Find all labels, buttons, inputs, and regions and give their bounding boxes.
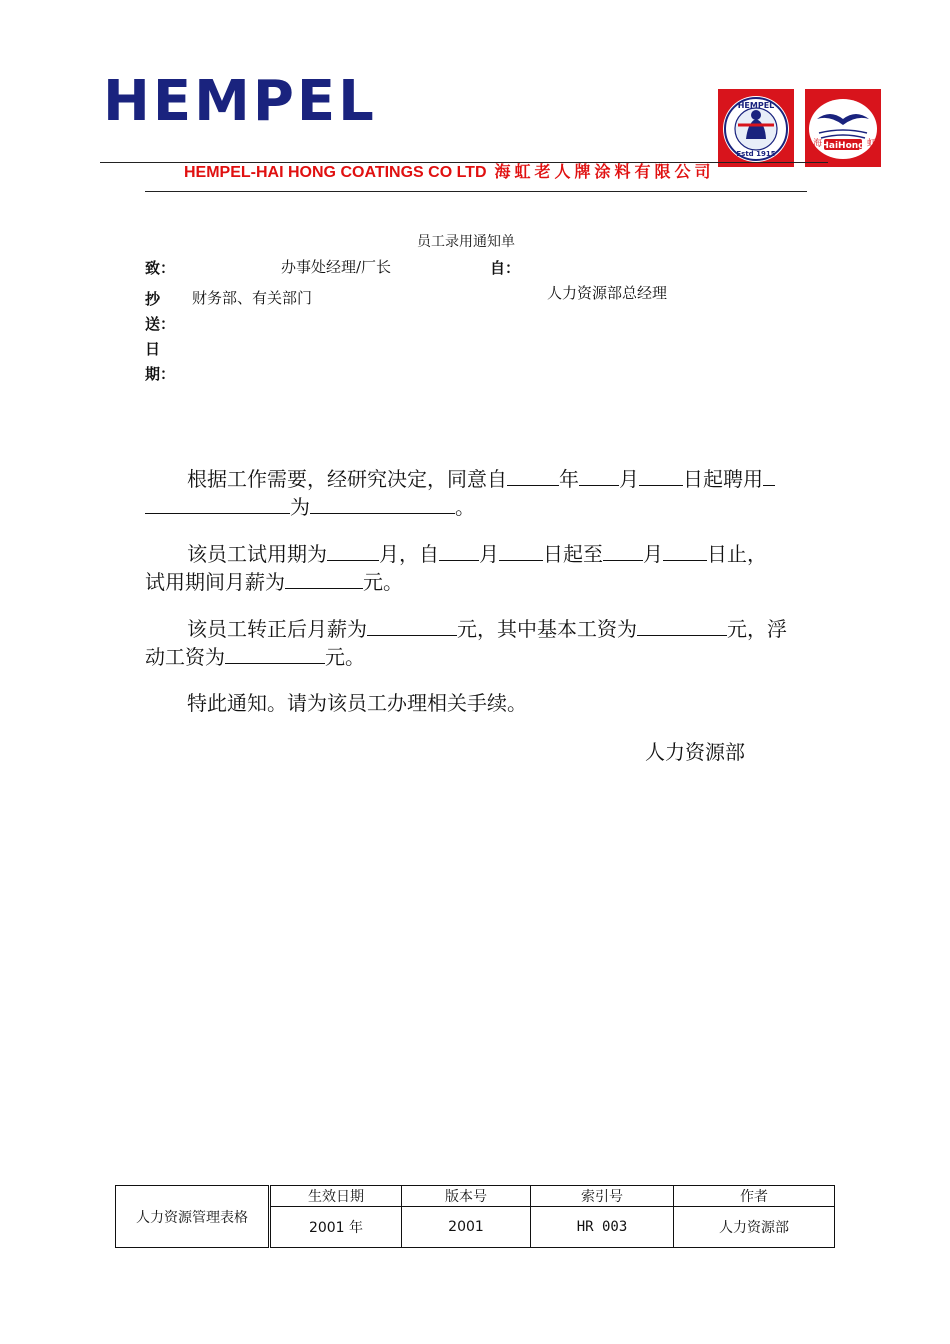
form-info-table <box>115 1185 835 1248</box>
author-value: 人力资源部 <box>674 1207 835 1248</box>
p2-text-b: 月，自 <box>379 542 439 566</box>
document-title: 员工录用通知单 <box>417 234 515 250</box>
effective-date-value: 2001 年 <box>270 1207 402 1248</box>
probation-start-month-blank <box>439 540 479 561</box>
company-name-english: HEMPEL-HAI HONG COATINGS CO LTD <box>184 164 487 181</box>
p4-text: 特此通知。请为该员工办理相关手续。 <box>187 691 527 715</box>
p3-text-c: 元，浮 <box>727 617 787 641</box>
company-name-chinese: 海虹老人牌涂料有限公司 <box>494 164 715 181</box>
index-value: HR 003 <box>531 1207 674 1248</box>
regular-salary-blank <box>367 615 457 636</box>
paragraph-notice <box>145 690 845 717</box>
probation-start-day-blank <box>499 540 543 561</box>
probation-end-month-blank <box>603 540 643 561</box>
effective-date-header: 生效日期 <box>270 1186 402 1207</box>
cc-label-line2: 送： <box>145 315 176 333</box>
author-header: 作者 <box>674 1186 835 1207</box>
haihong-seagull-logo <box>805 89 881 167</box>
paragraph-hire <box>145 465 845 521</box>
form-name-cell: 人力资源管理表格 <box>116 1186 270 1248</box>
from-label: 自： <box>490 259 521 277</box>
start-day-blank <box>639 465 683 486</box>
version-header: 版本号 <box>402 1186 531 1207</box>
hempel-seal-logo <box>718 89 794 167</box>
probation-months-blank <box>327 540 379 561</box>
paragraph-salary <box>145 615 845 671</box>
p1-year: 年 <box>559 467 579 491</box>
p1-text-a: 根据工作需要，经研究决定，同意自 <box>187 467 507 491</box>
date-label-line2: 期： <box>145 365 176 383</box>
hempel-brand-wordmark: HEMPEL <box>103 69 377 134</box>
p2-text-h: 元。 <box>363 570 403 594</box>
signature-department: 人力资源部 <box>645 740 745 764</box>
position-blank <box>310 493 455 514</box>
to-label: 致： <box>145 259 176 277</box>
version-value: 2001 <box>402 1207 531 1248</box>
p1-for: 为 <box>290 495 310 519</box>
index-header: 索引号 <box>531 1186 674 1207</box>
header-bottom-rule <box>145 191 807 192</box>
date-label-line1: 日 <box>145 340 161 358</box>
p3-text-d: 动工资为 <box>145 645 225 669</box>
cc-label-line1: 抄 <box>145 290 161 308</box>
p2-text-g: 试用期间月薪为 <box>145 570 285 594</box>
to-value: 办事处经理/厂长 <box>281 258 392 276</box>
p3-text-e: 元。 <box>325 645 365 669</box>
p1-month: 月 <box>619 467 639 491</box>
p3-text-b: 元，其中基本工资为 <box>457 617 637 641</box>
start-year-blank <box>507 465 559 486</box>
p2-text-d: 日起至 <box>543 542 603 566</box>
p1-end: 。 <box>455 495 475 519</box>
employee-name-blank-a <box>763 465 775 486</box>
employee-name-blank-b <box>145 493 290 514</box>
floating-salary-blank <box>225 643 325 664</box>
p2-text-c: 月 <box>479 542 499 566</box>
p1-day: 日起聘用 <box>683 467 763 491</box>
company-name-line <box>184 162 715 184</box>
svg-text:虹: 虹 <box>867 139 877 149</box>
paragraph-probation <box>145 540 845 596</box>
p2-text-e: 月 <box>643 542 663 566</box>
p2-text-a: 该员工试用期为 <box>187 542 327 566</box>
cc-value: 财务部、有关部门 <box>192 289 313 307</box>
svg-text:Estd 1915: Estd 1915 <box>736 150 776 158</box>
start-month-blank <box>579 465 619 486</box>
svg-text:海: 海 <box>813 139 823 149</box>
from-value: 人力资源部总经理 <box>547 284 668 302</box>
svg-text:HaiHong: HaiHong <box>821 141 865 151</box>
p3-text-a: 该员工转正后月薪为 <box>187 617 367 641</box>
base-salary-blank <box>637 615 727 636</box>
probation-salary-blank <box>285 568 363 589</box>
p2-text-f: 日止， <box>707 542 767 566</box>
probation-end-day-blank <box>663 540 707 561</box>
svg-text:HEMPEL: HEMPEL <box>737 101 775 110</box>
